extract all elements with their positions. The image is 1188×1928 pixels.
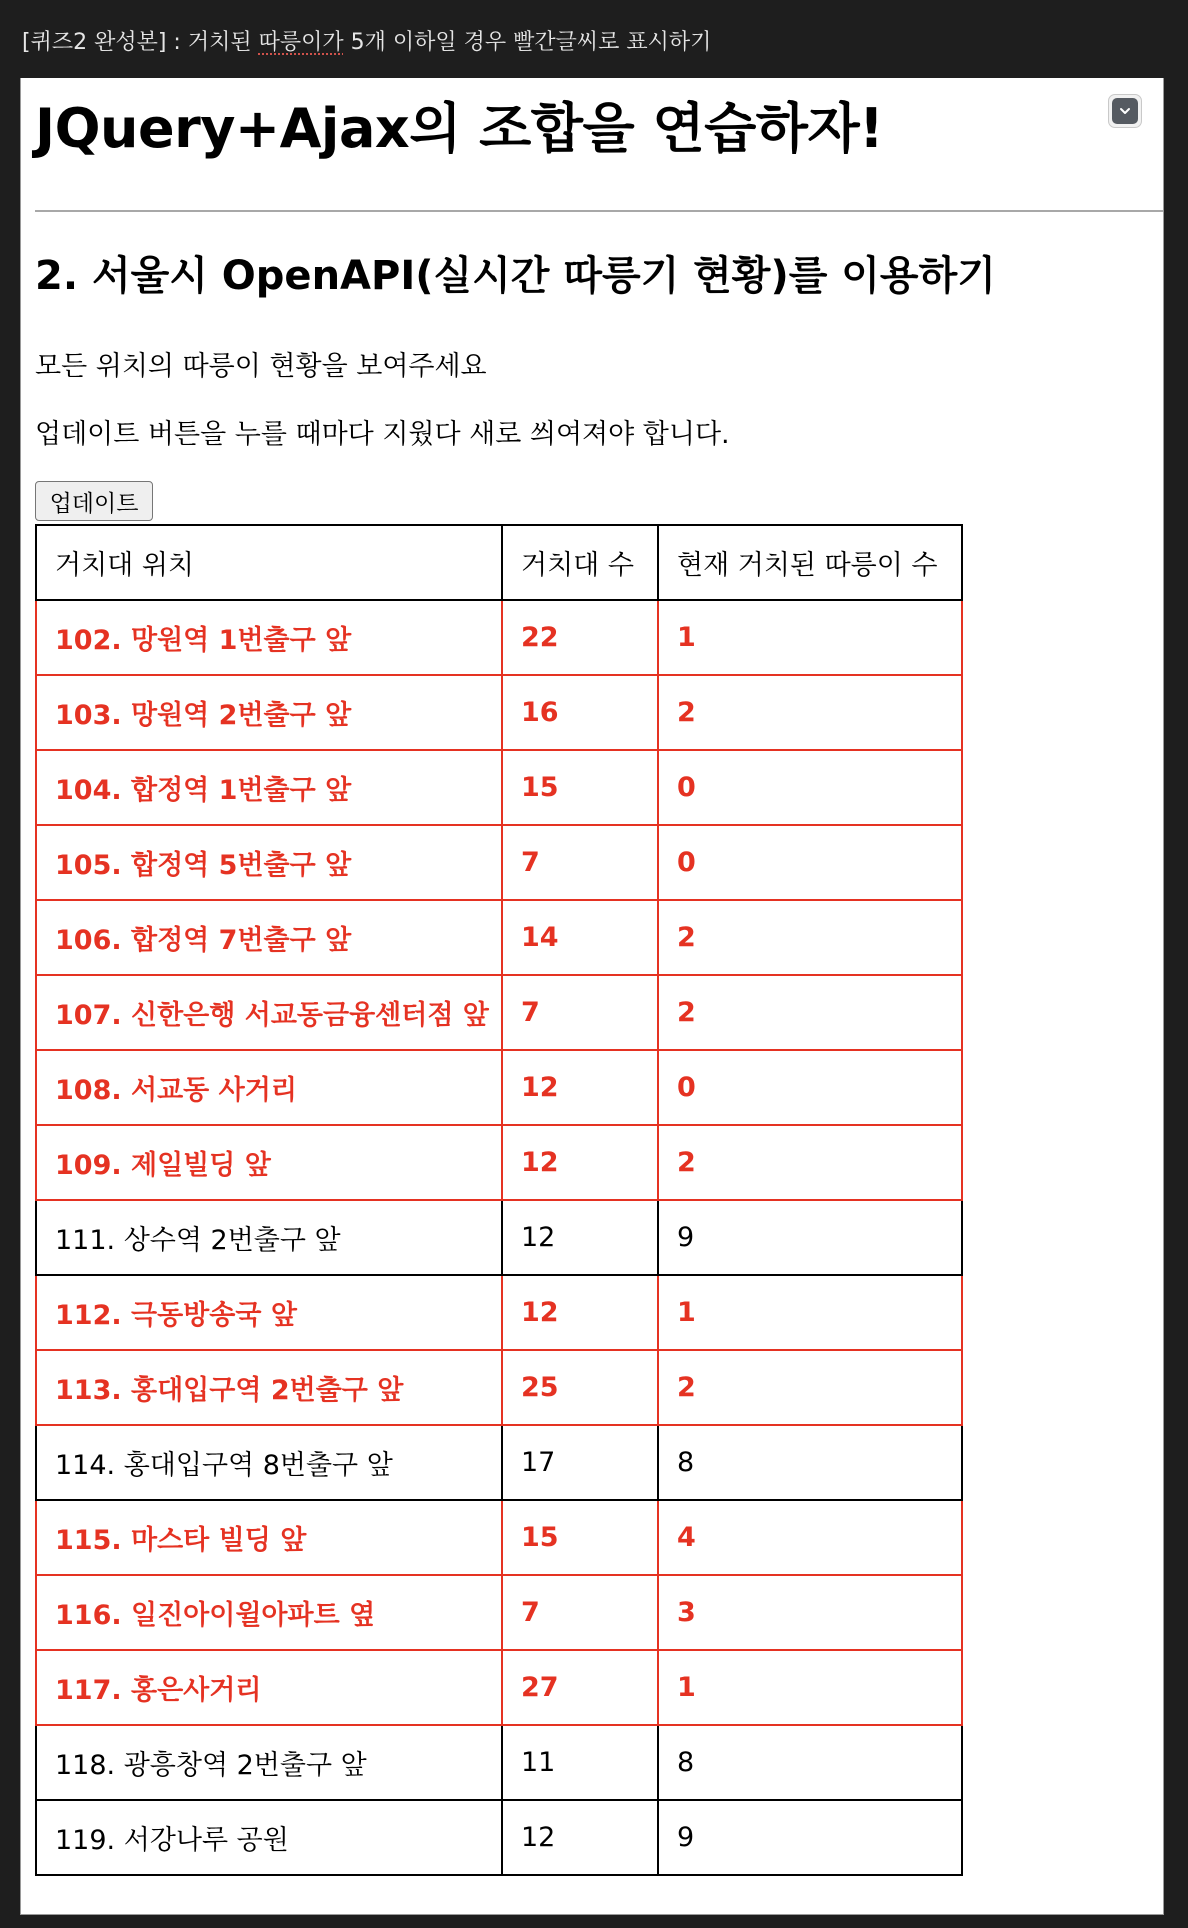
cell-rack-count: 12 (502, 1050, 658, 1125)
cell-bike-count: 2 (658, 975, 962, 1050)
cell-rack-count: 12 (502, 1275, 658, 1350)
cell-location: 108. 서교동 사거리 (36, 1050, 502, 1125)
divider (35, 210, 1163, 212)
cell-rack-count: 14 (502, 900, 658, 975)
caption-highlight: 따릉이가 (258, 30, 344, 55)
cell-bike-count: 4 (658, 1500, 962, 1575)
cell-location: 106. 합정역 7번출구 앞 (36, 900, 502, 975)
cell-location: 104. 합정역 1번출구 앞 (36, 750, 502, 825)
cell-bike-count: 9 (658, 1800, 962, 1875)
header-bike-count: 현재 거치된 따릉이 수 (658, 525, 962, 600)
table-row (36, 900, 962, 975)
scroll-button[interactable] (1108, 94, 1142, 128)
cell-rack-count: 17 (502, 1425, 658, 1500)
cell-bike-count: 0 (658, 825, 962, 900)
cell-rack-count: 15 (502, 1500, 658, 1575)
table-row (36, 1500, 962, 1575)
table-row (36, 1050, 962, 1125)
cell-rack-count: 7 (502, 1575, 658, 1650)
cell-location: 111. 상수역 2번출구 앞 (36, 1200, 502, 1275)
cell-bike-count: 1 (658, 1650, 962, 1725)
cell-rack-count: 7 (502, 975, 658, 1050)
cell-rack-count: 25 (502, 1350, 658, 1425)
header-location: 거치대 위치 (36, 525, 502, 600)
image-caption (22, 0, 711, 78)
cell-bike-count: 1 (658, 1275, 962, 1350)
table-row (36, 675, 962, 750)
cell-location: 105. 합정역 5번출구 앞 (36, 825, 502, 900)
cell-location: 109. 제일빌딩 앞 (36, 1125, 502, 1200)
cell-rack-count: 27 (502, 1650, 658, 1725)
cell-rack-count: 12 (502, 1200, 658, 1275)
cell-rack-count: 16 (502, 675, 658, 750)
cell-rack-count: 15 (502, 750, 658, 825)
cell-location: 115. 마스타 빌딩 앞 (36, 1500, 502, 1575)
table-header-row (36, 525, 962, 600)
table-row (36, 975, 962, 1050)
section-title: 2. 서울시 OpenAPI(실시간 따릉기 현황)를 이용하기 (35, 253, 996, 299)
update-button[interactable]: 업데이트 (35, 481, 153, 521)
table-row (36, 1425, 962, 1500)
table-row (36, 1275, 962, 1350)
bike-station-table (35, 524, 963, 1876)
caption-prefix: [퀴즈2 완성본] : 거치된 (22, 30, 259, 55)
table-row (36, 1800, 962, 1875)
page-title: JQuery+Ajax의 조합을 연습하자! (35, 97, 884, 160)
table-row (36, 750, 962, 825)
cell-location: 107. 신한은행 서교동금융센터점 앞 (36, 975, 502, 1050)
table-row (36, 1575, 962, 1650)
cell-bike-count: 2 (658, 675, 962, 750)
cell-bike-count: 8 (658, 1425, 962, 1500)
table-row (36, 1350, 962, 1425)
browser-viewport (20, 78, 1164, 1915)
cell-location: 102. 망원역 1번출구 앞 (36, 600, 502, 675)
cell-bike-count: 3 (658, 1575, 962, 1650)
cell-rack-count: 7 (502, 825, 658, 900)
cell-location: 119. 서강나루 공원 (36, 1800, 502, 1875)
cell-bike-count: 2 (658, 1125, 962, 1200)
table-row (36, 825, 962, 900)
cell-rack-count: 12 (502, 1125, 658, 1200)
cell-rack-count: 12 (502, 1800, 658, 1875)
cell-bike-count: 0 (658, 1050, 962, 1125)
cell-bike-count: 8 (658, 1725, 962, 1800)
chevron-down-icon (1112, 98, 1138, 124)
cell-location: 112. 극동방송국 앞 (36, 1275, 502, 1350)
table-row (36, 1650, 962, 1725)
header-rack-count: 거치대 수 (502, 525, 658, 600)
description-2: 업데이트 버튼을 누를 때마다 지웠다 새로 씌여져야 합니다. (35, 419, 730, 450)
cell-bike-count: 0 (658, 750, 962, 825)
cell-location: 113. 홍대입구역 2번출구 앞 (36, 1350, 502, 1425)
table-row (36, 600, 962, 675)
table-row (36, 1725, 962, 1800)
cell-rack-count: 22 (502, 600, 658, 675)
description-1: 모든 위치의 따릉이 현황을 보여주세요 (35, 351, 487, 382)
cell-bike-count: 2 (658, 900, 962, 975)
caption-suffix: 5개 이하일 경우 빨간글씨로 표시하기 (343, 30, 712, 55)
cell-bike-count: 9 (658, 1200, 962, 1275)
cell-location: 103. 망원역 2번출구 앞 (36, 675, 502, 750)
table-row (36, 1125, 962, 1200)
cell-bike-count: 1 (658, 600, 962, 675)
table-row (36, 1200, 962, 1275)
cell-rack-count: 11 (502, 1725, 658, 1800)
cell-location: 117. 홍은사거리 (36, 1650, 502, 1725)
cell-location: 116. 일진아이윌아파트 옆 (36, 1575, 502, 1650)
cell-bike-count: 2 (658, 1350, 962, 1425)
cell-location: 118. 광흥창역 2번출구 앞 (36, 1725, 502, 1800)
cell-location: 114. 홍대입구역 8번출구 앞 (36, 1425, 502, 1500)
